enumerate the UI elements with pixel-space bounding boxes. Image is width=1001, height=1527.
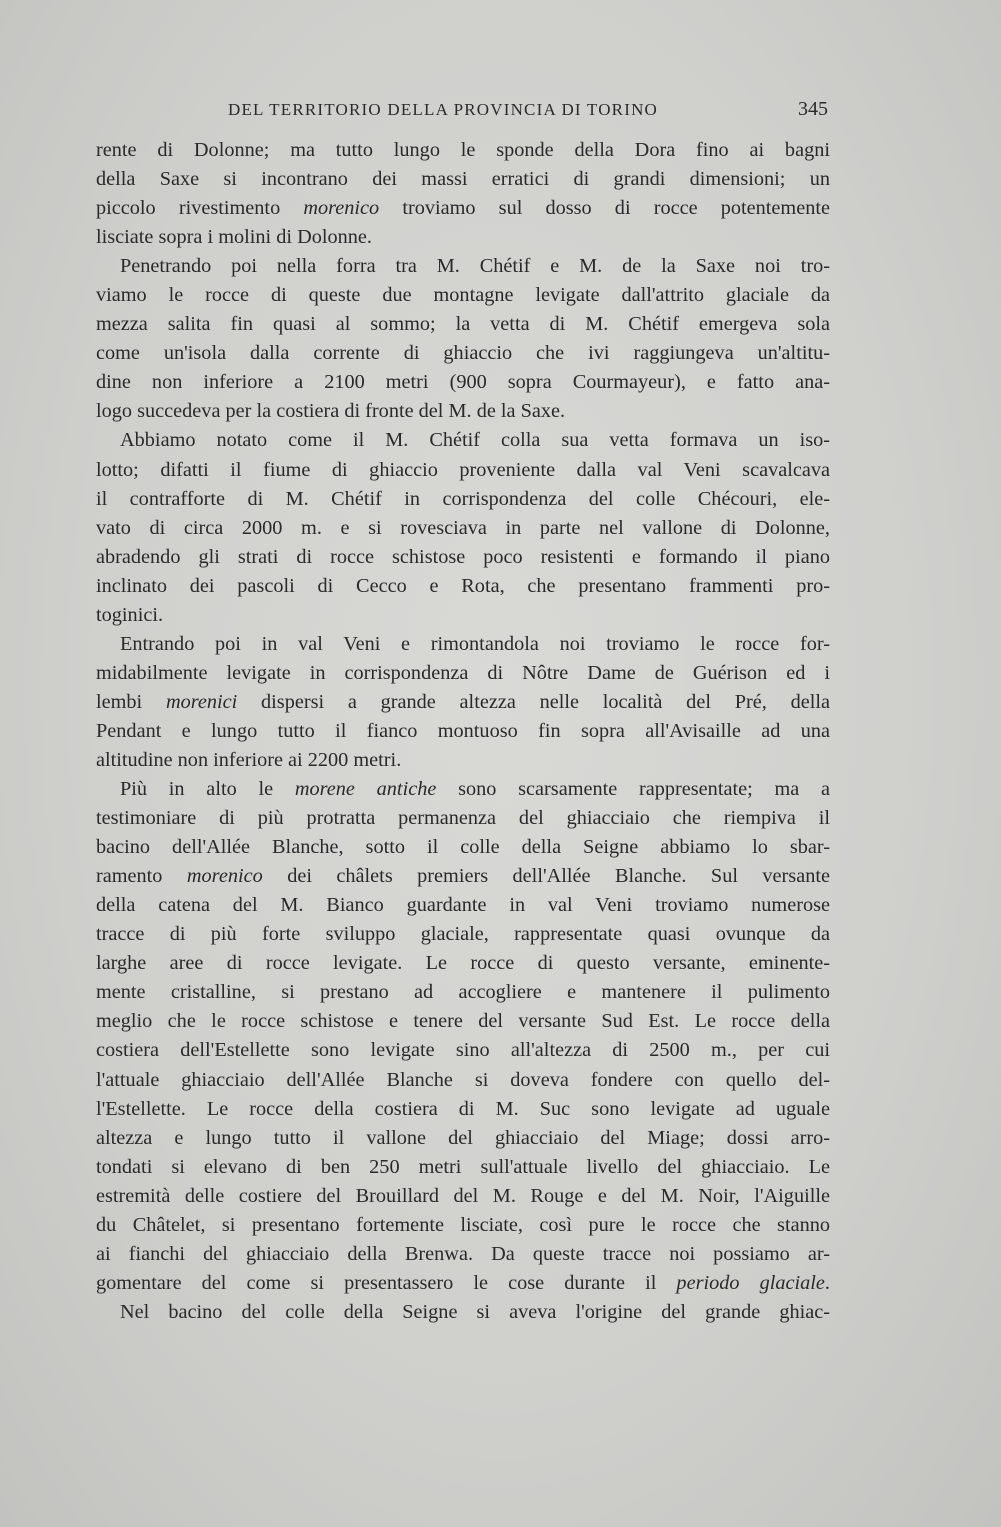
text-segment: midabilmente levigate in corrispondenza di Nôtre Dame de Guérison ed i — [96, 661, 830, 684]
text-line — [96, 1153, 830, 1182]
text-segment: viamo le rocce di queste due montagne levigate dall'attrito glaciale da — [96, 284, 830, 307]
text-line — [96, 775, 830, 804]
running-head — [96, 98, 830, 124]
page-number: 345 — [798, 98, 828, 120]
text-segment: dei châlets premiers dell'Allée Blanche. Sul versante — [262, 865, 830, 888]
text-segment: Entrando poi in val Veni e rimontandola noi troviamo le rocce for- — [120, 632, 830, 655]
text-segment: Pendant e lungo tutto il fianco montuoso fin sopra all'Avisaille ad una — [96, 719, 830, 742]
text-line — [96, 165, 830, 194]
text-segment: dine non inferiore a 2100 metri (900 sopra Courmayeur), e fatto ana- — [96, 371, 830, 394]
text-line — [96, 223, 830, 252]
text-line — [96, 862, 830, 891]
text-segment: vato di circa 2000 m. e si rovesciava in parte nel vallone di Dolonne, — [96, 516, 830, 539]
italic-term: morenici — [165, 690, 238, 713]
text-line — [96, 688, 830, 717]
text-segment: rente di Dolonne; ma tutto lungo le sponde della Dora fino ai bagni — [96, 139, 830, 161]
italic-term: periodo glaciale — [676, 1271, 825, 1294]
text-line — [96, 1095, 830, 1124]
text-line — [96, 920, 830, 949]
body-text — [96, 136, 830, 1327]
text-line — [96, 1182, 830, 1211]
text-line — [96, 339, 830, 368]
text-line — [96, 1124, 830, 1153]
text-segment: il contrafforte di M. Chétif in corrispondenza del colle Chécouri, ele- — [96, 487, 830, 510]
text-segment: Penetrando poi nella forra tra M. Chétif e M. de la Saxe noi tro- — [120, 255, 830, 278]
text-segment: ramento — [96, 865, 187, 888]
italic-term: morenico — [303, 197, 380, 220]
text-segment: tondati si elevano di ben 250 metri sull'attuale livello del ghiacciaio. Le — [96, 1155, 830, 1178]
text-segment: inclinato dei pascoli di Cecco e Rota, che presentano frammenti pro- — [96, 574, 830, 597]
text-line — [96, 485, 830, 514]
text-line — [96, 746, 830, 775]
text-segment: logo succedeva per la costiera di fronte del M. de la Saxe. — [96, 400, 566, 423]
text-line — [96, 456, 830, 485]
italic-term: morene antiche — [294, 778, 437, 801]
text-segment: Più in alto le — [120, 778, 295, 801]
text-line — [96, 1036, 830, 1065]
text-segment: abradendo gli strati di rocce schistose poco resistenti e formando il piano — [96, 545, 830, 568]
text-segment: gomentare del come si presentassero le cose durante il — [96, 1271, 677, 1294]
text-line — [96, 1007, 830, 1036]
text-line — [96, 368, 830, 397]
text-segment: costiera dell'Estellette sono levigate sino all'altezza di 2500 m., per cui — [96, 1039, 830, 1062]
text-segment: estremità delle costiere del Brouillard del M. Rouge e del M. Noir, l'Aiguille — [96, 1184, 830, 1207]
text-segment: bacino dell'Allée Blanche, sotto il colle della Seigne abbiamo lo sbar- — [96, 836, 830, 859]
text-segment: della catena del M. Bianco guardante in val Veni troviamo numerose — [96, 894, 830, 917]
text-segment: sono scarsamente rappresentate; ma a — [436, 778, 830, 801]
text-segment: testimoniare di più protratta permanenza del ghiacciaio che riempiva il — [96, 807, 830, 830]
text-segment: lotto; difatti il fiume di ghiaccio proveniente dalla val Veni scavalcava — [96, 458, 830, 481]
text-segment: piccolo rivestimento — [96, 197, 304, 220]
text-segment: mezza salita fin quasi al sommo; la vetta di M. Chétif emergeva sola — [96, 313, 830, 336]
text-line — [96, 281, 830, 310]
text-line — [96, 891, 830, 920]
text-line — [96, 397, 830, 426]
text-line — [96, 601, 830, 630]
text-segment: mente cristalline, si prestano ad accogliere e mantenere il pulimento — [96, 981, 830, 1004]
text-line — [96, 136, 830, 165]
text-segment: lembi — [96, 690, 166, 713]
text-segment: l'attuale ghiacciaio dell'Allée Blanche si doveva fondere con quello del- — [96, 1068, 830, 1091]
text-line — [96, 659, 830, 688]
text-segment: altezza e lungo tutto il vallone del ghiacciaio del Miage; dossi arro- — [96, 1126, 830, 1149]
text-segment: Abbiamo notato come il M. Chétif colla sua vetta formava un iso- — [120, 429, 830, 452]
text-segment: . — [824, 1271, 830, 1294]
text-segment: dispersi a grande altezza nelle località del Pré, della — [237, 690, 830, 713]
text-segment: troviamo sul dosso di rocce potentemente — [379, 197, 830, 220]
text-line — [96, 572, 830, 601]
running-title: DEL TERRITORIO DELLA PROVINCIA DI TORINO — [228, 100, 659, 119]
text-line — [96, 426, 830, 455]
text-segment: du Châtelet, si presentano fortemente lisciate, così pure le rocce che stanno — [96, 1213, 830, 1236]
text-segment: Nel bacino del colle della Seigne si aveva l'origine del grande ghiac- — [120, 1300, 830, 1323]
text-line — [96, 978, 830, 1007]
text-line — [96, 1240, 830, 1269]
text-line — [96, 194, 830, 223]
text-line — [96, 1211, 830, 1240]
text-line — [96, 804, 830, 833]
text-line — [96, 1298, 830, 1327]
text-line — [96, 514, 830, 543]
text-line — [96, 1066, 830, 1095]
text-line — [96, 833, 830, 862]
text-line — [96, 1269, 830, 1298]
italic-term: morenico — [186, 865, 263, 888]
text-segment: meglio che le rocce schistose e tenere del versante Sud Est. Le rocce della — [96, 1010, 830, 1033]
text-segment: larghe aree di rocce levigate. Le rocce di questo versante, eminente- — [96, 952, 830, 975]
text-segment: della Saxe si incontrano dei massi erratici di grandi dimensioni; un — [96, 168, 830, 191]
text-segment: toginici. — [96, 603, 164, 626]
text-segment: l'Estellette. Le rocce della costiera di M. Suc sono levigate ad uguale — [96, 1097, 830, 1120]
text-segment: ai fianchi del ghiacciaio della Brenwa. Da queste tracce noi possiamo ar- — [96, 1242, 830, 1265]
text-line — [96, 310, 830, 339]
text-segment: lisciate sopra i molini di Dolonne. — [96, 226, 373, 249]
text-line — [96, 543, 830, 572]
text-line — [96, 949, 830, 978]
text-segment: tracce di più forte sviluppo glaciale, rappresentate quasi ovunque da — [96, 923, 830, 946]
text-segment: altitudine non inferiore ai 2200 metri. — [96, 748, 402, 771]
text-line — [96, 252, 830, 281]
text-segment: come un'isola dalla corrente di ghiaccio che ivi raggiungeva un'altitu- — [96, 342, 830, 365]
text-line — [96, 630, 830, 659]
text-line — [96, 717, 830, 746]
